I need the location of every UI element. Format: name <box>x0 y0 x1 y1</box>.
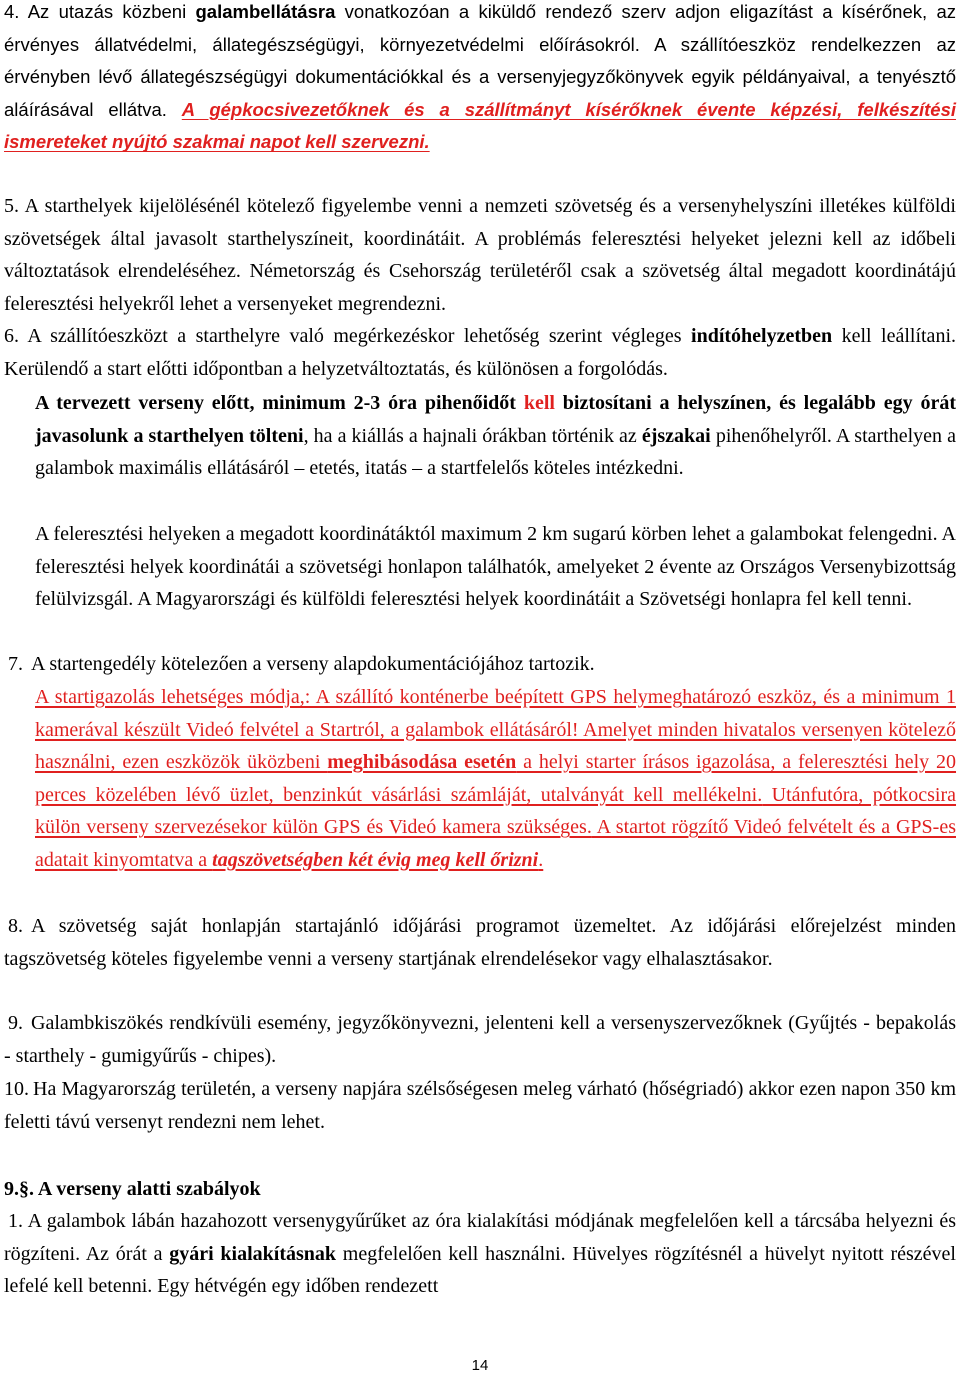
paragraph-7-red <box>35 681 956 877</box>
paragraph-7 <box>4 648 956 681</box>
p8-number: 8. <box>8 915 23 937</box>
p7-text: A startengedély kötelezően a verseny alapdokumentációjához tartozik. <box>31 653 595 675</box>
paragraph-6 <box>4 320 956 385</box>
p6b-text-2: pihenőhelyről. A starthelyen a galambok maximális ellátásáról – etetés, itatás – a startfelelős köteles intézkedni. <box>35 424 956 480</box>
p4-red-requirement: A gépkocsivezetőknek és a szállítmányt kísérőknek évente képzési, felkészítési ismereteket nyújtó szakmai napot kell szervezni. <box>4 98 956 153</box>
paragraph-8 <box>4 910 956 975</box>
paragraph-4 <box>4 0 956 159</box>
p7-red-3: Utánfutóra, pótkocsira külön verseny szervezésekor külön GPS és Videó kamera szükséges. <box>35 783 957 839</box>
paragraph-5 <box>4 190 956 320</box>
s1-text-2: megfelelően kell használni. Hüvelyes rögzítésnél a hüvelyt nyitott részével lefelé kell betenni. Egy hétvégén egy időben rendezett <box>4 1242 956 1298</box>
p7-red-6: . <box>538 848 544 871</box>
p7-red-4: A startot rögzítő Videó felvételt és a GPS-es adatait kinyomtatva a <box>35 816 956 871</box>
paragraph-10 <box>4 1073 956 1138</box>
p6b-bold-1: A tervezett verseny előtt, minimum 2-3 óra pihenőidőt <box>35 392 524 414</box>
p6b-red-kell: kell <box>523 392 555 414</box>
p7-number: 7. <box>8 653 23 675</box>
p4-text-1: 4. Az utazás közbeni <box>4 1 196 22</box>
p6b-bold-3: éjszakai <box>641 424 711 447</box>
section-paragraph-1 <box>4 1205 956 1303</box>
p6c-text: A feleresztési helyeken a megadott koordinátáktól maximum 2 km sugarú körben lehet a galambokat felengedni. A feleresztési helyek koordinátái a szövetségi honlapon találhatók, amelyeket 2 évente az Országos Versenybizottság felülvizsgál. A Magyarországi és külföldi feleresztési helyek koordinátáit a Szövetségi honlapra fel kell tenni. <box>35 523 956 611</box>
s1-text-1: 1. A galambok lábán hazahozott versenygyűrűket az óra kialakítási módjának megfelelően kell a tárcsába helyezni és rögzíteni. Az órát a <box>4 1210 956 1265</box>
paragraph-6-coordinates <box>35 518 956 616</box>
p6-text-1: 6. A szállítóeszközt a starthelyre való megérkezéskor lehetőség szerint végleges <box>4 325 692 347</box>
p4-text-2: vonatkozóan a kiküldő rendező szerv adjon eligazítást a kísérőnek, az érvényes állatvédelmi, állategészségügyi, környezetvédelmi előírásokról. A szállítóeszköz rendelkezzen az érvényben lévő állategészségügyi dokumentációkkal és a versenyjegyzőkönyvek egyik példányaival, a tenyésztő aláírásával ellátva. <box>4 1 956 120</box>
p10-text: Ha Magyarország területén, a verseny napjára szélsőségesen meleg várható (hőségriadó) akkor ezen napon 350 km feletti távú versenyt rendezni nem lehet. <box>4 1078 956 1133</box>
paragraph-6-rest <box>35 387 956 485</box>
page-number: 14 <box>471 1357 489 1374</box>
p4-bold-term: galambellátásra <box>195 1 336 22</box>
p9-text: Galambkiszökés rendkívüli esemény, jegyzőkönyvezni, jelenteni kell a versenyszervezőknek (Gyűjtés - bepakolás - starthely - gumigyűrűs - chipes). <box>4 1012 956 1067</box>
p7-red-bold: meghibásodása esetén <box>327 751 517 774</box>
paragraph-9 <box>4 1007 956 1072</box>
p7-red-2: a helyi starter írásos igazolása, a feleresztési hely 20 perces közelében lévő üzlet, benzinkút vásárlási számláját, utalványát kell mellékelni. <box>35 751 957 806</box>
section-heading <box>4 1173 956 1206</box>
p7-red-1: A startigazolás lehetséges módja,: A szállító konténerbe beépített GPS helymeghatározó eszköz, és a minimum 1 kamerával készült Videó felvétel a Startról, a galambok ellátásáról! Amelyet minden hivatalos versenyen kötelező használni, ezen eszközök üközbeni <box>35 686 956 774</box>
p5-text: 5. A starthelyek kijelölésénél kötelező figyelembe venni a nemzeti szövetség és a versenyhelyszíni illetékes külföldi szövetségek által javasolt starthelyszíneit, koordinátáit. A problémás feleresztési helyeket jelezni kell az időbeli változtatások elrendeléséhez. Németország és Csehország területéről csak a szövetség által megadott koordinátájú feleresztési helyekről lehet a versenyeket megrendezni. <box>4 195 956 315</box>
p9-number: 9. <box>8 1012 23 1034</box>
p6-bold-term: indítóhelyzetben <box>691 325 833 347</box>
p6b-bold-2: biztosítani a helyszínen, és legalább egy órát javasolunk a starthelyen tölteni <box>35 392 957 447</box>
p6b-text-1: , ha a kiállás a hajnali órákban történik az <box>303 424 642 447</box>
s1-bold: gyári kialakításnak <box>169 1242 337 1265</box>
p8-text: A szövetség saját honlapján startajánló időjárási programot üzemeltet. Az időjárási előrejelzést minden tagszövetség köteles figyelembe venni a verseny startjának elrendelésekor vagy elhalasztásakor. <box>4 915 956 970</box>
p6-text-2: kell leállítani. Kerülendő a start előtti időpontban a helyzetváltoztatás, és különösen a forgolódás. <box>4 325 956 380</box>
p10-number: 10. <box>4 1078 29 1100</box>
section-title: 9.§. A verseny alatti szabályok <box>4 1178 261 1200</box>
p7-red-bold-italic: tagszövetségben két évig meg kell őrizni <box>212 848 539 871</box>
